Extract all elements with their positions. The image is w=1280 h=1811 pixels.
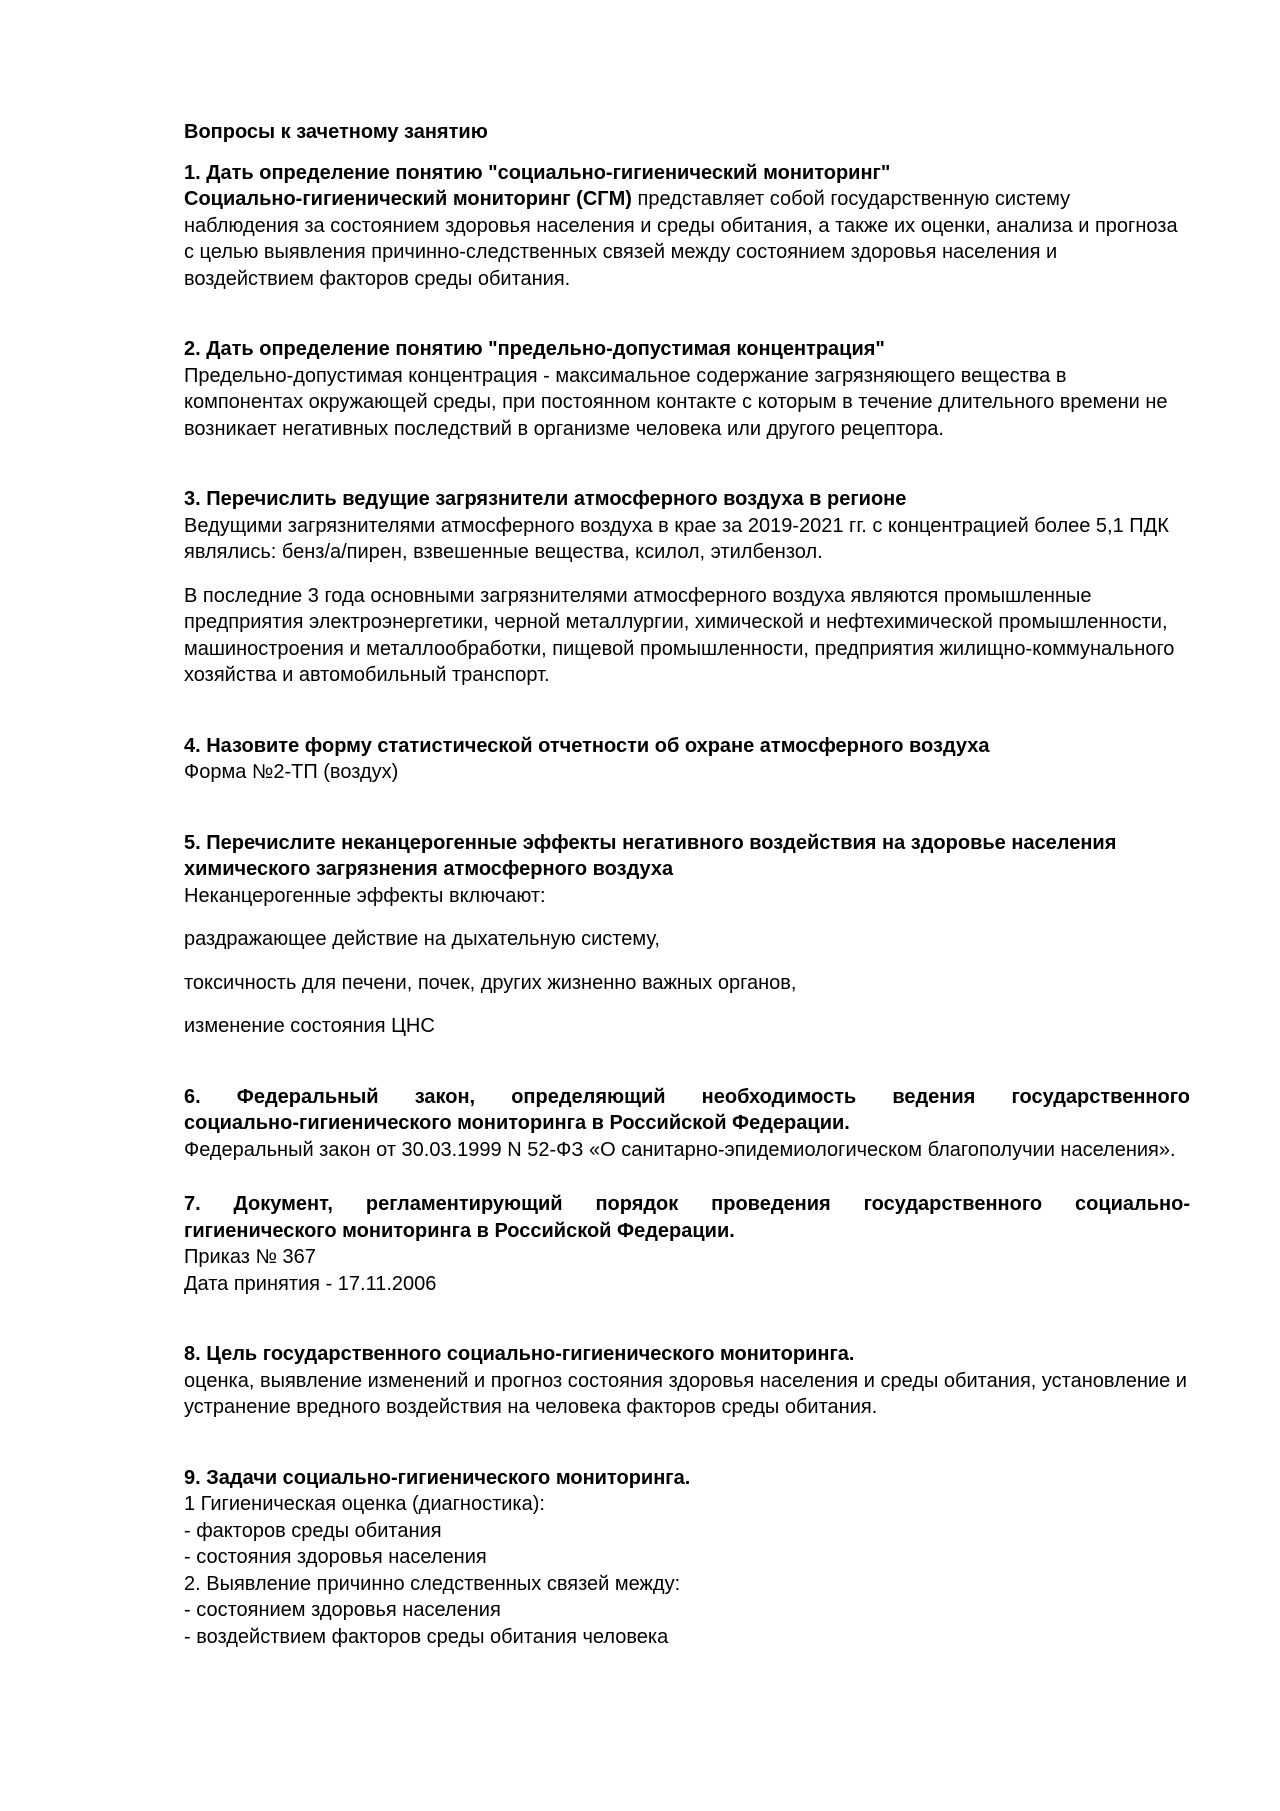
question-5-item: раздражающее действие на дыхательную систему, [184,928,660,950]
question-7 [184,1191,1190,1297]
question-9-title: 9. Задачи социально-гигиенического мониторинга. [184,1466,691,1489]
question-2-title: 2. Дать определение понятию "предельно-допустимая концентрация" [184,338,885,360]
question-6-title [184,1084,1190,1137]
document-body [184,119,1190,1650]
question-5-intro: Неканцерогенные эффекты включают: [184,884,546,907]
question-9 [184,1465,1190,1651]
question-2 [184,336,1190,442]
question-4-answer: Форма №2-ТП (воздух) [184,761,399,783]
question-2-answer: Предельно-допустимая концентрация - максимальное содержание загрязняющего вещества в компонентах окружающей среды, при постоянном контакте с которым в течение длительного времени не возникает негативных последствий в организме человека или другого рецептора. [184,364,1168,440]
question-9-line: 2. Выявление причинно следственных связей между: [184,1572,681,1595]
question-3 [184,486,1190,689]
question-9-line: 1 Гигиеническая оценка (диагностика): [184,1493,545,1515]
question-9-line: - воздействием факторов среды обитания человека [184,1625,669,1648]
question-7-title [184,1191,1190,1244]
question-6-title-line-1: 6. Федеральный закон, определяющий необходимость ведения государственного [184,1085,1190,1108]
question-9-line: - состояния здоровья населения [184,1546,487,1568]
question-5 [184,830,1190,1040]
question-5-item: изменение состояния ЦНС [184,1015,435,1037]
question-3-answer-paragraph-1: Ведущими загрязнителями атмосферного воздуха в крае за 2019-2021 гг. с концентрацией более 5,1 ПДК являлись: бенз/а/пирен, взвешенные вещества, ксилол, этилбензол. [184,514,1169,563]
question-1-answer [184,186,1190,292]
question-5-item: токсичность для печени, почек, других жизненно важных органов, [184,971,797,994]
question-1 [184,160,1190,293]
question-3-title: 3. Перечислить ведущие загрязнители атмосферного воздуха в регионе [184,488,907,510]
question-7-adoption-date: Дата принятия - 17.11.2006 [184,1272,437,1295]
question-8-answer: оценка, выявление изменений и прогноз состояния здоровья населения и среды обитания, установление и устранение вредного воздействия на человека факторов среды обитания. [184,1369,1187,1418]
question-8-title: 8. Цель государственного социально-гигиенического мониторинга. [184,1343,855,1365]
question-4-title: 4. Назовите форму статистической отчетности об охране атмосферного воздуха [184,734,990,757]
question-7-title-line-1: 7. Документ, регламентирующий порядок проведения государственного социально- [184,1193,1190,1215]
question-9-line: - факторов среды обитания [184,1519,442,1542]
question-6-answer: Федеральный закон от 30.03.1999 N 52-ФЗ «О санитарно-эпидемиологическом благополучии населения». [184,1138,1176,1161]
question-9-line: - состоянием здоровья населения [184,1599,501,1621]
document-title: Вопросы к зачетному занятию [184,121,488,143]
question-7-title-line-2: гигиенического мониторинга в Российской Федерации. [184,1219,735,1242]
question-3-answer-paragraph-2: В последние 3 года основными загрязнителями атмосферного воздуха являются промышленные предприятия электроэнергетики, черной металлургии, химической и нефтехимической промышленности, машиностроения и металлообработки, пищевой промышленности, предприятия жилищно-коммунального хозяйства и автомобильный транспорт. [184,584,1175,686]
question-6 [184,1084,1190,1164]
question-1-title: 1. Дать определение понятию "социально-гигиенический мониторинг" [184,161,891,184]
question-1-term: Социально-гигиенический мониторинг (СГМ) [184,188,632,210]
question-5-title: 5. Перечислите неканцерогенные эффекты негативного воздействия на здоровье населения химического загрязнения атмосферного воздуха [184,831,1117,880]
question-7-order-number: Приказ № 367 [184,1246,316,1268]
question-6-title-line-2: социально-гигиенического мониторинга в Российской Федерации. [184,1112,850,1134]
question-4 [184,733,1190,786]
question-1-definition: представляет собой государственную систему наблюдения за состоянием здоровья населения и среды обитания, а также их оценки, анализа и прогноза с целью выявления причинно-следственных связей между состоянием здоровья населения и воздействием факторов среды обитания. [184,188,1178,290]
question-8 [184,1341,1190,1421]
